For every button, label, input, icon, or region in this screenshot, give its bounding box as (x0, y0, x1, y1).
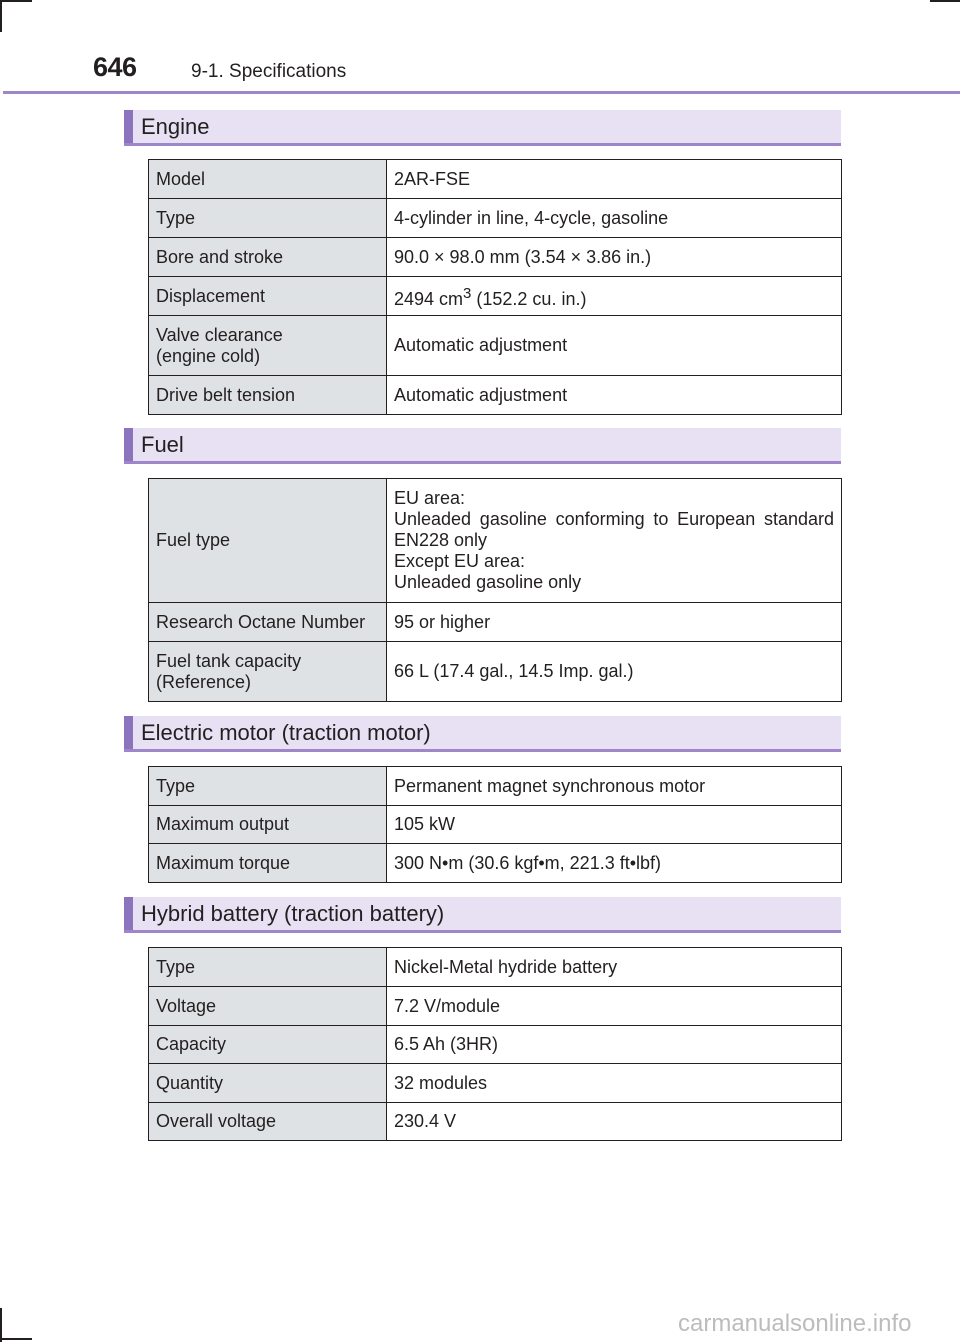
spec-value: 230.4 V (387, 1103, 842, 1141)
page-header (0, 0, 960, 96)
table-row (149, 1064, 842, 1103)
spec-value: Automatic adjustment (387, 376, 842, 415)
spec-label: Type (149, 767, 387, 806)
value-line: Unleaded gasoline conforming to European standard EN228 only (394, 509, 834, 550)
spec-value: 66 L (17.4 gal., 14.5 Imp. gal.) (387, 642, 842, 702)
spec-label: Capacity (149, 1026, 387, 1064)
table-row (149, 1026, 842, 1064)
spec-value: Automatic adjustment (387, 316, 842, 376)
value-superscript: 3 (463, 284, 472, 302)
table-row (149, 948, 842, 987)
section-marker (124, 897, 133, 930)
fuel-spec-table (148, 478, 842, 702)
spec-label: Overall voltage (149, 1103, 387, 1141)
label-line: (engine cold) (156, 345, 261, 366)
table-row (149, 844, 842, 883)
spec-value (387, 479, 842, 603)
table-row (149, 160, 842, 199)
spec-value: Permanent magnet synchronous motor (387, 767, 842, 806)
spec-label: Displacement (149, 277, 387, 316)
table-row (149, 1103, 842, 1141)
table-row (149, 642, 842, 702)
spec-label (149, 316, 387, 376)
crop-mark (0, 1338, 32, 1340)
motor-spec-table (148, 766, 842, 883)
section-marker (124, 110, 133, 143)
spec-value (387, 277, 842, 316)
section-marker (124, 716, 133, 749)
section-heading-text: Fuel (141, 432, 184, 457)
spec-label: Quantity (149, 1064, 387, 1103)
spec-value: 2AR-FSE (387, 160, 842, 199)
table-row (149, 987, 842, 1026)
spec-label: Research Octane Number (149, 603, 387, 642)
spec-label (149, 642, 387, 702)
table-row (149, 277, 842, 316)
table-row (149, 376, 842, 415)
spec-label: Drive belt tension (149, 376, 387, 415)
crop-mark (0, 1308, 2, 1342)
table-row (149, 316, 842, 376)
spec-label: Maximum torque (149, 844, 387, 883)
spec-value: 300 N•m (30.6 kgf•m, 221.3 ft•lbf) (387, 844, 842, 883)
section-heading-hybrid-battery (124, 897, 841, 933)
table-row (149, 806, 842, 844)
spec-label: Maximum output (149, 806, 387, 844)
spec-label: Model (149, 160, 387, 199)
engine-spec-table (148, 159, 842, 415)
section-heading-engine (124, 110, 841, 146)
section-heading-electric-motor (124, 716, 841, 752)
spec-label: Type (149, 948, 387, 987)
label-line: Fuel tank capacity (156, 650, 302, 671)
spec-value: 95 or higher (387, 603, 842, 642)
table-row (149, 238, 842, 277)
spec-value: 90.0 × 98.0 mm (3.54 × 3.86 in.) (387, 238, 842, 277)
value-line: Except EU area: (394, 551, 526, 571)
spec-label: Type (149, 199, 387, 238)
spec-value: Nickel-Metal hydride battery (387, 948, 842, 987)
value-text: 2494 cm (394, 288, 464, 309)
section-heading-fuel (124, 428, 841, 464)
section-heading-text: Engine (141, 114, 210, 139)
label-line: (Reference) (156, 671, 252, 692)
table-row (149, 767, 842, 806)
value-text: (152.2 cu. in.) (471, 288, 587, 309)
watermark: carmanualsonline.info (678, 1310, 912, 1337)
page-number: 646 (93, 52, 137, 82)
value-line: EU area: (394, 488, 466, 508)
spec-value: 6.5 Ah (3HR) (387, 1026, 842, 1064)
section-heading-text: Electric motor (traction motor) (141, 720, 431, 745)
section-heading-text: Hybrid battery (traction battery) (141, 901, 445, 926)
table-row (149, 479, 842, 603)
spec-value: 105 kW (387, 806, 842, 844)
table-row (149, 199, 842, 238)
label-line: Valve clearance (156, 324, 283, 345)
spec-label: Bore and stroke (149, 238, 387, 277)
spec-value: 7.2 V/module (387, 987, 842, 1026)
spec-value: 32 modules (387, 1064, 842, 1103)
section-title: 9-1. Specifications (191, 61, 347, 82)
spec-label: Fuel type (149, 479, 387, 603)
value-line: Unleaded gasoline only (394, 572, 582, 592)
header-rule (3, 91, 960, 94)
spec-value: 4-cylinder in line, 4-cycle, gasoline (387, 199, 842, 238)
table-row (149, 603, 842, 642)
section-marker (124, 428, 133, 461)
spec-label: Voltage (149, 987, 387, 1026)
battery-spec-table (148, 947, 842, 1141)
